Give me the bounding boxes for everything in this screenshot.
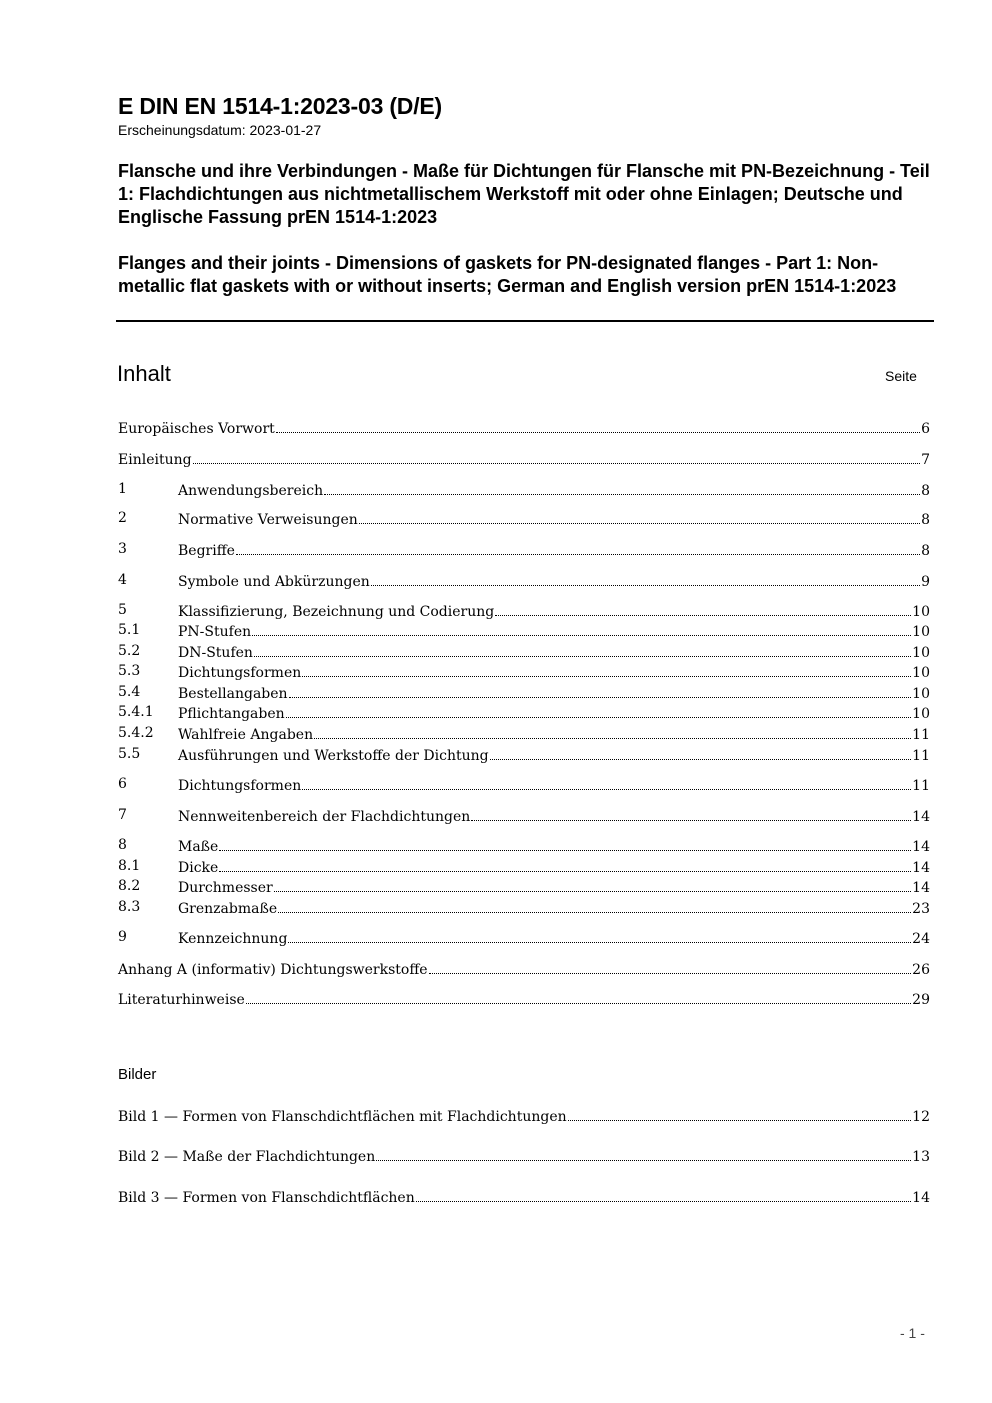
toc-entry-page: 11 [912, 748, 930, 764]
toc-entry-page: 14 [912, 809, 930, 825]
page-number: - 1 - [900, 1325, 925, 1341]
dot-leader [324, 481, 920, 495]
dot-leader [288, 929, 911, 943]
toc-entry-number: 1 [118, 481, 127, 497]
toc-entry-title: Kennzeichnung [178, 931, 288, 947]
toc-entry-page: 7 [921, 452, 930, 468]
toc-entry[interactable] [118, 643, 930, 663]
toc-entry[interactable] [118, 602, 930, 622]
figures-heading: Bilder [118, 1066, 157, 1083]
toc-entry-number: 5.4 [118, 684, 141, 700]
toc-entry-title: Grenzabmaße [178, 901, 278, 917]
toc-page-column-label: Seite [885, 368, 917, 384]
figure-entry-page: 13 [912, 1149, 930, 1165]
toc-entry-title: PN-Stufen [178, 624, 252, 640]
toc-entry-number: 8.3 [118, 899, 141, 915]
toc-entry-title: Wahlfreie Angaben [178, 727, 314, 743]
toc-entry-number: 8.1 [118, 858, 141, 874]
toc-entry-page: 26 [912, 962, 930, 978]
toc-entry[interactable] [118, 684, 930, 704]
toc-entry[interactable] [118, 990, 930, 1010]
toc-entry[interactable] [118, 510, 930, 530]
toc-entry-number: 5.4.2 [118, 725, 154, 741]
dot-leader [219, 858, 911, 872]
toc-entry-page: 11 [912, 727, 930, 743]
toc-entry-number: 7 [118, 807, 127, 823]
toc-entry-page: 14 [912, 839, 930, 855]
figure-entry-page: 12 [912, 1109, 930, 1125]
toc-entry[interactable] [118, 807, 930, 827]
toc-entry[interactable] [118, 725, 930, 745]
toc-heading: Inhalt [117, 361, 171, 386]
toc-entry[interactable] [118, 776, 930, 796]
toc-entry-title: Begriffe [178, 543, 235, 559]
title-german: Flansche und ihre Verbindungen - Maße für Dichtungen für Flansche mit PN-Bezeichnung - Teil 1: Flachdichtungen aus nichtmetallischem Werkstoff mit oder ohne Einlagen; Deutsche und Englische Fassung prEN 1514-1:2023 [118, 161, 930, 227]
toc-entry-title: Normative Verweisungen [178, 512, 358, 528]
toc-entry-page: 29 [912, 992, 930, 1008]
toc-entry[interactable] [118, 622, 930, 642]
figure-entry-page: 14 [912, 1190, 930, 1206]
toc-entry-number: 6 [118, 776, 127, 792]
toc-entry-page: 9 [921, 574, 930, 590]
toc-entry-title: Anwendungsbereich [178, 483, 324, 499]
toc-entry-page: 23 [912, 901, 930, 917]
toc-entry-title: Klassifizierung, Bezeichnung und Codierung [178, 604, 495, 620]
toc-entry[interactable] [118, 419, 930, 439]
toc-entry-number: 2 [118, 510, 127, 526]
toc-entry-page: 11 [912, 778, 930, 794]
toc-entry-number: 9 [118, 929, 127, 945]
dot-leader [471, 807, 911, 821]
toc-entry-number: 5 [118, 602, 127, 618]
toc-entry-number: 5.3 [118, 663, 141, 679]
dot-leader [252, 622, 911, 636]
dot-leader [246, 990, 911, 1004]
toc-entry-title: DN-Stufen [178, 645, 253, 661]
toc-entry[interactable] [118, 450, 930, 470]
toc-entry-page: 8 [921, 483, 930, 499]
toc-entry-page: 8 [921, 543, 930, 559]
dot-leader [286, 704, 912, 718]
toc-entry[interactable] [118, 878, 930, 898]
toc-entry-number: 5.5 [118, 746, 141, 762]
dot-leader [359, 510, 920, 524]
toc-entry[interactable] [118, 746, 930, 766]
figure-entry-title: Bild 3 — Formen von Flanschdichtflächen [118, 1190, 415, 1206]
toc-entry-title: Bestellangaben [178, 686, 288, 702]
dot-leader [236, 541, 920, 555]
toc-entry-page: 8 [921, 512, 930, 528]
toc-entry-title: Europäisches Vorwort [118, 421, 275, 437]
toc-entry-number: 5.4.1 [118, 704, 154, 720]
toc-entry-title: Pflichtangaben [178, 706, 285, 722]
toc-entry-number: 8 [118, 837, 127, 853]
toc-entry-page: 10 [912, 665, 930, 681]
toc-entry-number: 4 [118, 572, 127, 588]
figure-entry[interactable] [118, 1107, 930, 1127]
dot-leader [278, 899, 911, 913]
toc-entry[interactable] [118, 929, 930, 949]
toc-entry-page: 24 [912, 931, 930, 947]
dot-leader [371, 572, 920, 586]
dot-leader [568, 1107, 912, 1121]
dot-leader [302, 776, 911, 790]
toc-entry-title: Ausführungen und Werkstoffe der Dichtung [178, 748, 489, 764]
toc-entry-page: 10 [912, 604, 930, 620]
toc-entry-page: 10 [912, 624, 930, 640]
dot-leader [495, 602, 911, 616]
figure-entry[interactable] [118, 1188, 930, 1208]
toc-entry-page: 10 [912, 706, 930, 722]
toc-entry-page: 10 [912, 686, 930, 702]
dot-leader [289, 684, 912, 698]
toc-entry-page: 14 [912, 880, 930, 896]
dot-leader [276, 419, 920, 433]
dot-leader [314, 725, 911, 739]
title-divider [116, 320, 934, 322]
dot-leader [254, 643, 911, 657]
toc-entry-title: Dichtungsformen [178, 665, 302, 681]
toc-entry-number: 5.2 [118, 643, 141, 659]
toc-entry[interactable] [118, 837, 930, 857]
toc-entry[interactable] [118, 960, 930, 980]
toc-entry[interactable] [118, 899, 930, 919]
figure-entry[interactable] [118, 1147, 930, 1167]
dot-leader [416, 1188, 911, 1202]
toc-entry-title: Durchmesser [178, 880, 273, 896]
toc-entry[interactable] [118, 663, 930, 683]
figure-entry-title: Bild 2 — Maße der Flachdichtungen [118, 1149, 376, 1165]
toc-entry[interactable] [118, 858, 930, 878]
dot-leader [302, 663, 911, 677]
toc-entry-title: Anhang A (informativ) Dichtungswerkstoffe [118, 962, 428, 978]
toc-entry[interactable] [118, 704, 930, 724]
toc-entry-page: 6 [921, 421, 930, 437]
toc-entry-title: Nennweitenbereich der Flachdichtungen [178, 809, 471, 825]
toc-entry-title: Literaturhinweise [118, 992, 245, 1008]
dot-leader [193, 450, 921, 464]
toc-entry-title: Einleitung [118, 452, 192, 468]
dot-leader [219, 837, 911, 851]
toc-entry-number: 3 [118, 541, 127, 557]
toc-entry-title: Dicke [178, 860, 219, 876]
document-id: E DIN EN 1514-1:2023-03 (D/E) [118, 93, 443, 119]
toc-entry-title: Symbole und Abkürzungen [178, 574, 370, 590]
toc-entry[interactable] [118, 572, 930, 592]
toc-entry-title: Maße [178, 839, 219, 855]
toc-entry-number: 8.2 [118, 878, 141, 894]
title-english: Flanges and their joints - Dimensions of gaskets for PN-designated flanges - Part 1: Non-metallic flat gaskets with or without inserts; German and English version prEN 1514-1:2023 [118, 253, 897, 296]
toc-entry[interactable] [118, 481, 930, 501]
figure-entry-title: Bild 1 — Formen von Flanschdichtflächen mit Flachdichtungen [118, 1109, 567, 1125]
toc-entry-page: 14 [912, 860, 930, 876]
toc-entry-number: 5.1 [118, 622, 141, 638]
toc-entry[interactable] [118, 541, 930, 561]
dot-leader [376, 1147, 911, 1161]
publication-date: Erscheinungsdatum: 2023-01-27 [118, 122, 322, 138]
dot-leader [274, 878, 911, 892]
toc-entry-title: Dichtungsformen [178, 778, 302, 794]
dot-leader [490, 746, 912, 760]
dot-leader [429, 960, 912, 974]
toc-entry-page: 10 [912, 645, 930, 661]
